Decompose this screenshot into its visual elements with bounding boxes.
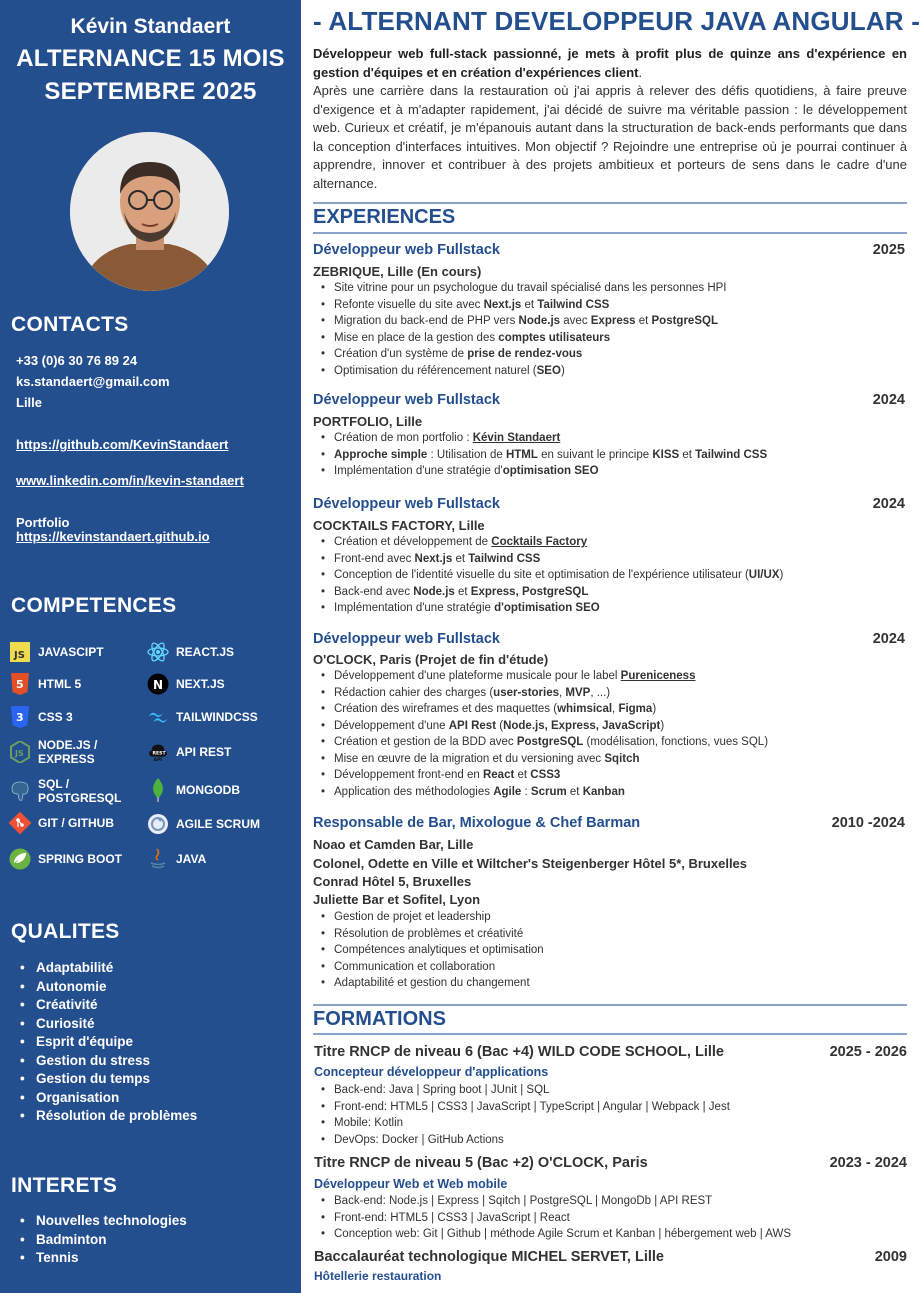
experience-bullets [321, 280, 727, 379]
divider [313, 1004, 907, 1006]
skill-tailwind [147, 706, 258, 728]
bullet-item: • Communication et collaboration [321, 959, 544, 976]
bullet-item: • DevOps: Docker | GitHub Actions [321, 1132, 730, 1149]
sidebar-header [0, 0, 301, 108]
list-item: • Esprit d'équipe [20, 1033, 197, 1052]
skill-label-group [38, 777, 121, 805]
experience-role: Développeur web Fullstack [313, 496, 500, 512]
skill-label-group [38, 738, 97, 766]
bullet-item: • Développement front-end en React et CSS3 [321, 767, 768, 784]
experience-bullets [321, 668, 768, 800]
list-item: • Autonomie [20, 978, 197, 997]
list-item: • Résolution de problèmes [20, 1107, 197, 1126]
skill-agile-scrum [147, 813, 260, 835]
bullet-item: • Mobile: Kotlin [321, 1115, 730, 1132]
bullet-item: • Conception de l'identité visuelle du site et optimisation de l'expérience utilisateur (UI/UX) [321, 567, 783, 584]
skill-html5 [9, 673, 81, 695]
svg-text:JS: JS [15, 749, 24, 758]
skill-label-line1: NODE.JS / [38, 738, 98, 752]
email-address[interactable]: ks.standaert@gmail.com [16, 374, 170, 389]
skill-css3 [9, 706, 73, 728]
intro-paragraph [313, 45, 907, 193]
bullet-item: • Création de mon portfolio : Kévin Standaert [321, 430, 767, 447]
skills-title: COMPETENCES [11, 594, 177, 617]
bullet-item: • Front-end: HTML5 | CSS3 | JavaScript | React [321, 1210, 791, 1227]
formation-year: 2025 - 2026 [829, 1044, 907, 1060]
nextjs-icon [147, 673, 169, 695]
formations-title: FORMATIONS [313, 1008, 446, 1030]
skill-nextjs [147, 673, 225, 695]
bullet-item: • Back-end avec Node.js et Express, PostgreSQL [321, 584, 783, 601]
experience-year: 2024 [872, 631, 905, 647]
skill-mongodb [147, 779, 240, 801]
formation-title: Titre RNCP de niveau 6 (Bac +4) WILD CODE SCHOOL, Lille [314, 1044, 724, 1060]
bullet-item: • Optimisation du référencement naturel (SEO) [321, 363, 727, 380]
svg-text:REST: REST [152, 751, 166, 757]
list-item: • Adaptabilité [20, 959, 197, 978]
bullet-item: • Développement d'une plateforme musicale pour le label Pureniceness [321, 668, 768, 685]
bullet-item: • Adaptabilité et gestion du changement [321, 975, 544, 992]
svg-text:N: N [153, 678, 164, 692]
list-item: • Curiosité [20, 1015, 197, 1034]
html5-icon [9, 673, 31, 695]
skill-nodejs [9, 738, 97, 766]
tailwind-icon [147, 706, 169, 728]
bullet-item: • Approche simple : Utilisation de HTML en suivant le principe KISS et Tailwind CSS [321, 447, 767, 464]
bullet-item: • Compétences analytiques et optimisation [321, 942, 544, 959]
bullet-item: • Création des wireframes et des maquettes (whimsical, Figma) [321, 701, 768, 718]
mongodb-icon [147, 779, 169, 801]
qualities-list [20, 959, 197, 1126]
bullet-item: • Conception web: Git | Github | méthode Agile Scrum et Kanban | hébergement web | AWS [321, 1226, 791, 1243]
experience-role: Développeur web Fullstack [313, 392, 500, 408]
bullet-item: • Migration du back-end de PHP vers Node.js avec Express et PostgreSQL [321, 313, 727, 330]
experience-year: 2024 [872, 496, 905, 512]
bullet-item: • Développement d'une API Rest (Node.js, Express, JavaScript) [321, 718, 768, 735]
list-item: • Créativité [20, 996, 197, 1015]
bullet-item: • Création et gestion de la BDD avec PostgreSQL (modélisation, fonctions, vues SQL) [321, 734, 768, 751]
scrum-icon [147, 813, 169, 835]
experience-year: 2024 [872, 392, 905, 408]
job-title: - ALTERNANT DEVELOPPEUR JAVA ANGULAR - [313, 6, 921, 36]
divider [313, 1033, 907, 1035]
list-item: • Nouvelles technologies [20, 1212, 187, 1231]
skill-label: GIT / GITHUB [38, 816, 114, 830]
skill-label: JAVASCIPT [38, 645, 104, 659]
skill-label: CSS 3 [38, 710, 73, 724]
skill-api-rest [147, 741, 231, 763]
bullet-item: • Mise en œuvre de la migration et du versioning avec Sqitch [321, 751, 768, 768]
skill-label: NEXT.JS [176, 677, 225, 691]
experience-company: PORTFOLIO, Lille [313, 414, 423, 429]
skill-label: AGILE SCRUM [176, 817, 260, 831]
intro-body: Après une carrière dans la restauration où j'ai appris à relever des défis quotidiens, à faire preuve d'exigence et à m'adapter rapidement, j'ai décidé de suivre ma véritable passion : le développement web. Curieux et créatif, je m'épanouis autant dans la structuration de back-ends performants que dans la conception d'interfaces intuitives. Mon objectif ? Rejoindre une entreprise où je pourrai continuer à apprendre, innover et contribuer à des projets ambitieux et porteurs de sens dans le cadre d'une alternance. [313, 83, 907, 191]
skill-git [9, 812, 114, 834]
skill-label: JAVA [176, 852, 207, 866]
experiences-title: EXPERIENCES [313, 206, 456, 228]
experience-year: 2010 -2024 [831, 815, 905, 831]
formation-subtitle: Hôtellerie restauration [314, 1269, 442, 1283]
formation-subtitle: Développeur Web et Web mobile [314, 1177, 508, 1191]
list-item: • Gestion du temps [20, 1070, 197, 1089]
interests-list [20, 1212, 187, 1268]
bullet-item: • Gestion de projet et leadership [321, 909, 544, 926]
bullet-item: • Back-end: Node.js | Express | Sqitch | PostgreSQL | MongoDb | API REST [321, 1193, 791, 1210]
nodejs-icon [9, 741, 31, 763]
bullet-item: • Création et développement de Cocktails Factory [321, 534, 783, 551]
formation-year: 2009 [874, 1249, 907, 1265]
experience-bullets [321, 534, 783, 617]
experience-company: O'CLOCK, Paris (Projet de fin d'étude) [313, 652, 549, 667]
skill-label: API REST [176, 745, 232, 759]
experience-company: Conrad Hôtel 5, Bruxelles [313, 874, 472, 889]
svg-text:3: 3 [16, 711, 24, 724]
bullet-item: • Refonte visuelle du site avec Next.js et Tailwind CSS [321, 297, 727, 314]
divider [313, 232, 907, 234]
list-item: • Gestion du stress [20, 1052, 197, 1071]
list-item: • Badminton [20, 1231, 187, 1250]
javascript-icon [9, 641, 31, 663]
svg-text:API: API [153, 758, 163, 763]
skill-label-line2: POSTGRESQL [38, 791, 122, 805]
bullet-item: • Site vitrine pour un psychologue du travail spécialisé dans les personnes HPI [321, 280, 727, 297]
profile-photo [70, 132, 229, 291]
portfolio-label: Portfolio [16, 515, 70, 530]
bullet-item: • Rédaction cahier des charges (user-stories, MVP, ...) [321, 685, 768, 702]
css3-icon [9, 706, 31, 728]
formation-title: Titre RNCP de niveau 5 (Bac +2) O'CLOCK, Paris [314, 1155, 648, 1171]
skill-javascript [9, 641, 104, 663]
bullet-item: • Application des méthodologies Agile : Scrum et Kanban [321, 784, 768, 801]
skill-label-line1: SQL / [38, 777, 70, 791]
experience-bullets [321, 430, 767, 480]
experience-company: Noao et Camden Bar, Lille [313, 837, 474, 852]
divider [313, 202, 907, 204]
experience-company: ZEBRIQUE, Lille (En cours) [313, 264, 482, 279]
list-item: • Organisation [20, 1089, 197, 1108]
spring-icon [9, 848, 31, 870]
skill-java [147, 848, 206, 870]
skill-label: HTML 5 [38, 677, 82, 691]
experience-role: Développeur web Fullstack [313, 242, 500, 258]
formation-title: Baccalauréat technologique MICHEL SERVET, Lille [314, 1249, 664, 1265]
phone-number[interactable]: +33 (0)6 30 76 89 24 [16, 353, 138, 368]
experience-company: Colonel, Odette en Ville et Wiltcher's Steigenberger Hôtel 5*, Bruxelles [313, 856, 748, 871]
skill-label-line2: EXPRESS [38, 752, 95, 766]
formation-bullets [321, 1193, 791, 1243]
experience-company: COCKTAILS FACTORY, Lille [313, 518, 485, 533]
experience-year: 2025 [872, 242, 905, 258]
skill-label: TAILWINDCSS [176, 710, 258, 724]
sidebar [0, 0, 301, 1293]
headline-duration: ALTERNANCE 15 MOIS [16, 45, 285, 72]
bullet-item: • Front-end: HTML5 | CSS3 | JavaScript | TypeScript | Angular | Webpack | Jest [321, 1099, 730, 1116]
formation-bullets [321, 1082, 730, 1148]
list-item: • Tennis [20, 1249, 187, 1268]
bullet-item: • Implémentation d'une stratégie d'optimisation SEO [321, 463, 767, 480]
contacts-title: CONTACTS [11, 313, 129, 336]
skill-react [147, 641, 234, 663]
skill-postgresql [9, 777, 121, 805]
svg-text:JS: JS [14, 650, 25, 661]
headline-start: SEPTEMBRE 2025 [44, 78, 257, 105]
skill-spring-boot [9, 848, 122, 870]
github-link[interactable]: https://github.com/KevinStandaert [16, 437, 229, 452]
interests-title: INTERETS [11, 1174, 118, 1197]
formation-subtitle: Concepteur développeur d'applications [314, 1065, 549, 1079]
experience-role: Développeur web Fullstack [313, 631, 500, 647]
react-icon [147, 641, 169, 663]
skill-label: SPRING BOOT [38, 852, 123, 866]
postgresql-icon [9, 780, 31, 802]
bullet-item: • Front-end avec Next.js et Tailwind CSS [321, 551, 783, 568]
bullet-item: • Back-end: Java | Spring boot | JUnit | SQL [321, 1082, 730, 1099]
bullet-item: • Implémentation d'une stratégie d'optimisation SEO [321, 600, 783, 617]
bullet-item: • Mise en place de la gestion des comptes utilisateurs [321, 330, 727, 347]
experience-bullets [321, 909, 544, 992]
experience-role: Responsable de Bar, Mixologue & Chef Barman [313, 815, 641, 831]
city: Lille [16, 395, 43, 410]
api-rest-icon [147, 741, 169, 763]
svg-text:5: 5 [16, 678, 24, 691]
bullet-item: • Résolution de problèmes et créativité [321, 926, 544, 943]
experience-company: Juliette Bar et Sofitel, Lyon [313, 892, 481, 907]
intro-dot: . [638, 64, 643, 80]
candidate-name: Kévin Standaert [70, 15, 231, 38]
intro-lead: Développeur web full-stack passionné, je mets à profit plus de quinze ans d'expérience en gestion d'équipes et en création d'expériences client [313, 46, 907, 80]
skill-label: MONGODB [176, 783, 240, 797]
git-icon [9, 812, 31, 834]
qualities-title: QUALITES [11, 920, 120, 943]
formation-year: 2023 - 2024 [829, 1155, 907, 1171]
linkedin-link[interactable]: www.linkedin.com/in/kevin-standaert [16, 473, 244, 488]
skill-label: REACT.JS [176, 645, 235, 659]
java-icon [147, 848, 169, 870]
portfolio-link[interactable]: https://kevinstandaert.github.io [16, 529, 210, 544]
bullet-item: • Création d'un système de prise de rendez-vous [321, 346, 727, 363]
